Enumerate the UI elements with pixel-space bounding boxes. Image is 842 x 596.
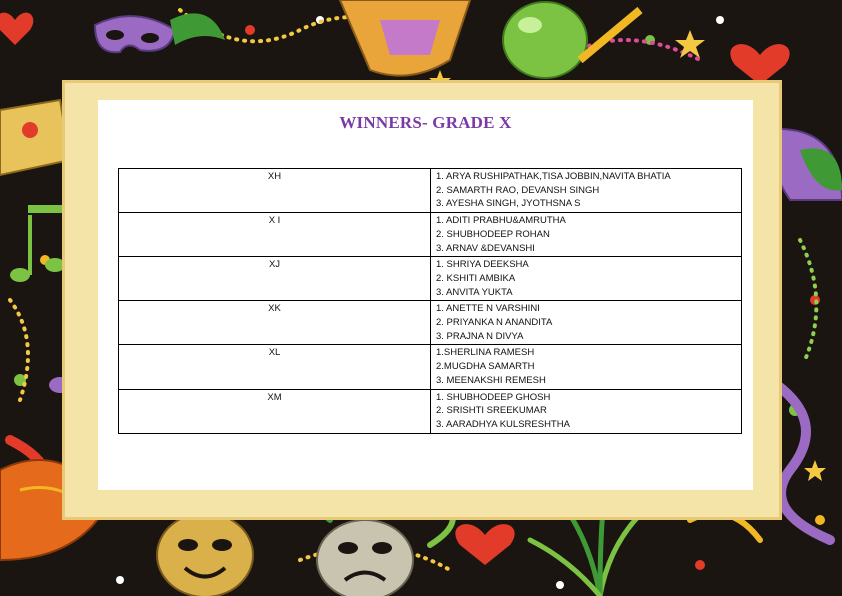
winner-line: 3. MEENAKSHI REMESH	[436, 374, 546, 386]
table-row	[119, 301, 742, 345]
winner-line: 2. SRISHTI SREEKUMAR	[436, 405, 547, 417]
section-cell: XJ	[119, 257, 431, 301]
winners-cell	[431, 213, 742, 257]
winners-cell	[431, 169, 742, 213]
table-row	[119, 389, 742, 433]
page-title: WINNERS- GRADE X	[339, 113, 512, 132]
table-row	[119, 257, 742, 301]
winner-line: 2. KSHITI AMBIKA	[436, 272, 516, 284]
winners-cell	[431, 345, 742, 389]
table-row	[119, 213, 742, 257]
theater-mask-icon	[157, 513, 253, 596]
winner-line: 3. AYESHA SINGH, JYOTHSNA S	[436, 198, 581, 210]
winner-line: 1. SHRIYA DEEKSHA	[436, 259, 529, 271]
table-row	[119, 345, 742, 389]
winner-line: 1. ARYA RUSHIPATHAK,TISA JOBBIN,NAVITA BHATIA	[436, 171, 671, 182]
winners-cell	[431, 301, 742, 345]
winner-line: 1.SHERLINA RAMESH	[436, 347, 535, 359]
winners-card	[98, 100, 753, 490]
winner-line: 1. ANETTE N VARSHINI	[436, 303, 540, 315]
winner-line: 3. AARADHYA KULSRESHTHA	[436, 418, 570, 430]
winner-line: 3. ANVITA YUKTA	[436, 286, 513, 298]
winners-cell	[431, 389, 742, 433]
winner-line: 2. PRIYANKA N ANANDITA	[436, 317, 553, 329]
theater-mask-icon	[317, 520, 413, 596]
winner-line: 2. SHUBHODEEP ROHAN	[436, 228, 550, 240]
winner-line: 1. SHUBHODEEP GHOSH	[436, 391, 551, 403]
winner-line: 3. ARNAV &DEVANSHI	[436, 242, 535, 254]
winners-cell	[431, 257, 742, 301]
section-cell: X I	[119, 213, 431, 257]
section-cell: XK	[119, 301, 431, 345]
section-cell: XM	[119, 389, 431, 433]
section-cell: XH	[119, 169, 431, 213]
winner-line: 1. ADITI PRABHU&AMRUTHA	[436, 215, 566, 227]
section-cell: XL	[119, 345, 431, 389]
table-row	[119, 169, 742, 213]
winner-line: 2.MUGDHA SAMARTH	[436, 361, 535, 373]
winner-line: 2. SAMARTH RAO, DEVANSH SINGH	[436, 184, 600, 196]
winners-table	[118, 168, 742, 434]
winner-line: 3. PRAJNA N DIVYA	[436, 330, 524, 342]
